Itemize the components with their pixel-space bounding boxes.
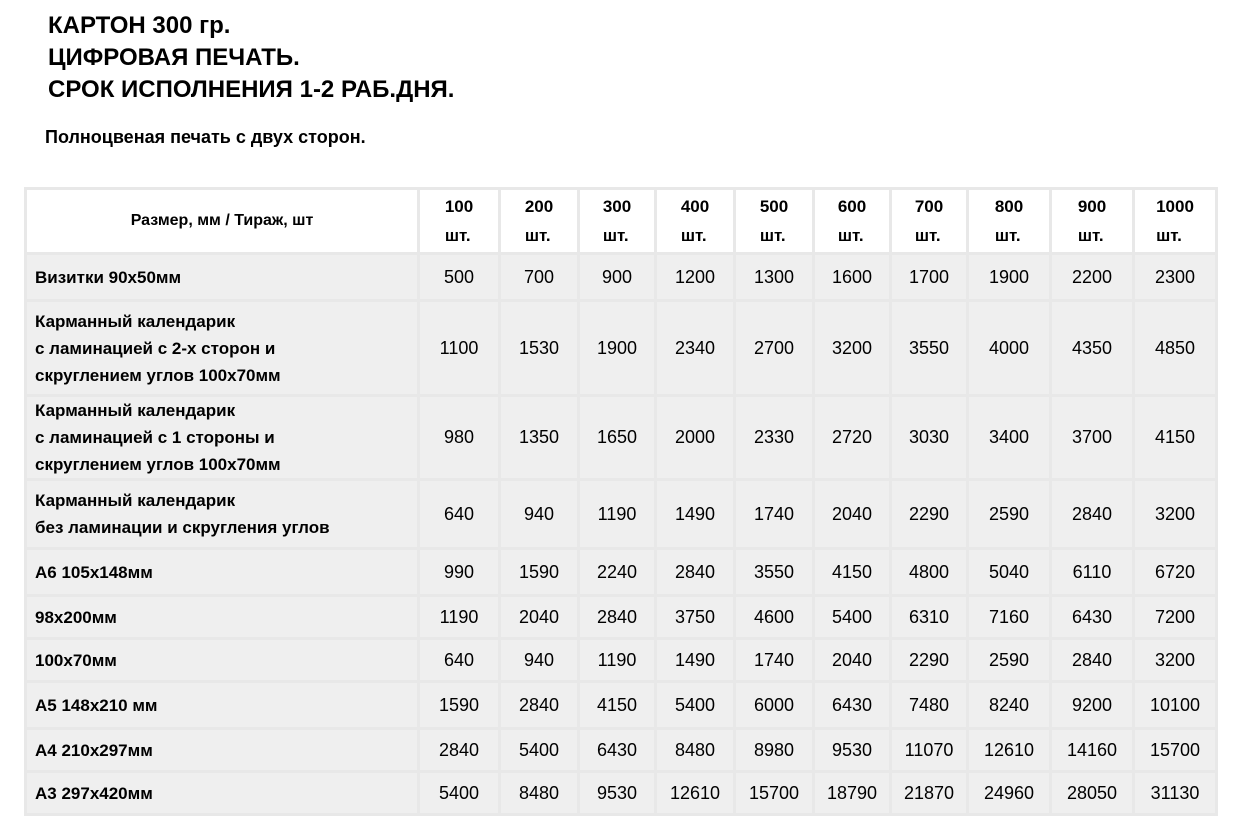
- price-cell: 2720: [815, 397, 889, 478]
- qty-header: [969, 190, 1049, 252]
- qty-header: [892, 190, 966, 252]
- table-row: [27, 683, 1215, 727]
- qty-unit: шт.: [602, 226, 629, 245]
- qty-label: [760, 192, 788, 250]
- qty-label: [915, 192, 943, 250]
- qty-unit: шт.: [994, 226, 1021, 245]
- product-name-line: 98х200мм: [35, 607, 117, 627]
- product-name-line: с ламинацией с 1 стороны и: [35, 428, 275, 447]
- price-cell: 700: [501, 255, 577, 299]
- price-cell: 640: [420, 481, 498, 547]
- qty-number: 100: [444, 197, 474, 216]
- qty-label: [445, 192, 473, 250]
- qty-unit: шт.: [680, 226, 707, 245]
- price-cell: 8240: [969, 683, 1049, 727]
- product-name-line: 100х70мм: [35, 650, 117, 670]
- price-cell: 8480: [657, 730, 733, 770]
- price-cell: 12610: [657, 773, 733, 813]
- page-title: [48, 10, 454, 106]
- price-cell: 1590: [501, 550, 577, 594]
- qty-number: 800: [994, 197, 1024, 216]
- price-cell: 2000: [657, 397, 733, 478]
- price-cell: 500: [420, 255, 498, 299]
- price-cell: 1740: [736, 481, 812, 547]
- price-cell: 3550: [892, 302, 966, 394]
- price-cell: 940: [501, 481, 577, 547]
- price-cell: 4350: [1052, 302, 1132, 394]
- price-cell: 6430: [815, 683, 889, 727]
- price-cell: 2840: [580, 597, 654, 637]
- price-cell: 1190: [420, 597, 498, 637]
- price-cell: 6000: [736, 683, 812, 727]
- product-name-line: без ламинации и скругления углов: [35, 518, 330, 537]
- price-cell: 1900: [969, 255, 1049, 299]
- product-name: [27, 481, 417, 547]
- price-cell: 8980: [736, 730, 812, 770]
- price-cell: 5400: [420, 773, 498, 813]
- product-name: [27, 683, 417, 727]
- price-cell: 1590: [420, 683, 498, 727]
- price-cell: 28050: [1052, 773, 1132, 813]
- qty-label: [995, 192, 1023, 250]
- price-cell: 6430: [1052, 597, 1132, 637]
- price-cell: 4000: [969, 302, 1049, 394]
- product-name: [27, 640, 417, 680]
- product-name: [27, 730, 417, 770]
- product-name-line: скруглением углов 100х70мм: [35, 455, 281, 474]
- qty-header: [580, 190, 654, 252]
- title-line-3: СРОК ИСПОЛНЕНИЯ 1-2 РАБ.ДНЯ.: [48, 76, 455, 103]
- price-cell: 940: [501, 640, 577, 680]
- qty-number: 500: [759, 197, 789, 216]
- price-cell: 3750: [657, 597, 733, 637]
- product-name-line: Визитки 90х50мм: [35, 267, 182, 287]
- price-cell: 6310: [892, 597, 966, 637]
- corner-label: Размер, мм / Тираж, шт: [27, 190, 417, 252]
- price-cell: 2240: [580, 550, 654, 594]
- price-cell: 640: [420, 640, 498, 680]
- product-name-line: А5 148х210 мм: [35, 695, 158, 715]
- price-cell: 3200: [1135, 481, 1215, 547]
- product-name-line: А3 297х420мм: [35, 783, 153, 803]
- price-cell: 2590: [969, 481, 1049, 547]
- qty-unit: шт.: [524, 226, 551, 245]
- price-cell: 990: [420, 550, 498, 594]
- qty-label: [838, 192, 866, 250]
- qty-label: [1156, 192, 1194, 250]
- product-name: [27, 255, 417, 299]
- table-body: [27, 255, 1215, 813]
- price-cell: 1190: [580, 640, 654, 680]
- price-cell: 1190: [580, 481, 654, 547]
- price-cell: 6110: [1052, 550, 1132, 594]
- qty-unit: шт.: [914, 226, 941, 245]
- price-cell: 2590: [969, 640, 1049, 680]
- price-cell: 4150: [1135, 397, 1215, 478]
- product-name: [27, 302, 417, 394]
- price-cell: 1600: [815, 255, 889, 299]
- price-cell: 4800: [892, 550, 966, 594]
- product-name-line: скруглением углов 100х70мм: [35, 365, 281, 385]
- price-cell: 1300: [736, 255, 812, 299]
- price-cell: 3550: [736, 550, 812, 594]
- qty-unit: шт.: [1156, 226, 1182, 245]
- qty-header: [657, 190, 733, 252]
- price-cell: 2840: [1052, 640, 1132, 680]
- price-cell: 2040: [501, 597, 577, 637]
- qty-label: [1078, 192, 1106, 250]
- qty-number: 400: [680, 197, 710, 216]
- header-row: [27, 190, 1215, 252]
- price-cell: 10100: [1135, 683, 1215, 727]
- product-name: [27, 550, 417, 594]
- qty-label: [681, 192, 709, 250]
- qty-unit: шт.: [759, 226, 786, 245]
- price-cell: 18790: [815, 773, 889, 813]
- product-name-line: А4 210х297мм: [35, 740, 153, 760]
- qty-header: [1135, 190, 1215, 252]
- price-cell: 3700: [1052, 397, 1132, 478]
- price-cell: 5400: [501, 730, 577, 770]
- price-cell: 2840: [420, 730, 498, 770]
- qty-header: [1052, 190, 1132, 252]
- price-cell: 7480: [892, 683, 966, 727]
- price-cell: 2300: [1135, 255, 1215, 299]
- price-cell: 1650: [580, 397, 654, 478]
- price-cell: 3200: [815, 302, 889, 394]
- price-cell: 3030: [892, 397, 966, 478]
- price-cell: 1350: [501, 397, 577, 478]
- price-cell: 2840: [1052, 481, 1132, 547]
- price-cell: 2290: [892, 640, 966, 680]
- qty-header: [736, 190, 812, 252]
- price-cell: 4150: [815, 550, 889, 594]
- table-row: [27, 640, 1215, 680]
- price-cell: 14160: [1052, 730, 1132, 770]
- price-cell: 7200: [1135, 597, 1215, 637]
- price-cell: 24960: [969, 773, 1049, 813]
- price-cell: 2840: [501, 683, 577, 727]
- price-cell: 21870: [892, 773, 966, 813]
- price-cell: 2700: [736, 302, 812, 394]
- price-cell: 2340: [657, 302, 733, 394]
- table-row: [27, 302, 1215, 394]
- table-row: [27, 255, 1215, 299]
- price-cell: 3400: [969, 397, 1049, 478]
- price-cell: 2040: [815, 640, 889, 680]
- price-cell: 31130: [1135, 773, 1215, 813]
- product-name-line: с ламинацией с 2-х сторон и: [35, 338, 276, 358]
- qty-number: 700: [914, 197, 944, 216]
- table-row: [27, 397, 1215, 478]
- qty-unit: шт.: [1077, 226, 1104, 245]
- price-cell: 900: [580, 255, 654, 299]
- price-cell: 2290: [892, 481, 966, 547]
- price-cell: 4600: [736, 597, 812, 637]
- price-cell: 1900: [580, 302, 654, 394]
- price-cell: 1740: [736, 640, 812, 680]
- price-cell: 5400: [815, 597, 889, 637]
- price-cell: 4850: [1135, 302, 1215, 394]
- price-cell: 1490: [657, 640, 733, 680]
- price-cell: 7160: [969, 597, 1049, 637]
- price-cell: 1100: [420, 302, 498, 394]
- qty-number: 200: [524, 197, 554, 216]
- price-cell: 3200: [1135, 640, 1215, 680]
- price-cell: 5400: [657, 683, 733, 727]
- product-name-line: Карманный календарик: [35, 491, 236, 510]
- qty-number: 1000: [1156, 197, 1194, 216]
- price-cell: 2040: [815, 481, 889, 547]
- product-name: [27, 773, 417, 813]
- price-cell: 2840: [657, 550, 733, 594]
- qty-number: 300: [602, 197, 632, 216]
- qty-label: [525, 192, 553, 250]
- qty-unit: шт.: [444, 226, 471, 245]
- table-row: [27, 773, 1215, 813]
- product-name: [27, 597, 417, 637]
- product-name: [27, 397, 417, 478]
- price-cell: 8480: [501, 773, 577, 813]
- product-name-line: Карманный календарик: [35, 311, 236, 331]
- price-table: [24, 187, 1218, 816]
- price-cell: 2330: [736, 397, 812, 478]
- price-cell: 6720: [1135, 550, 1215, 594]
- price-cell: 15700: [1135, 730, 1215, 770]
- qty-unit: шт.: [837, 226, 864, 245]
- price-cell: 6430: [580, 730, 654, 770]
- qty-header: [420, 190, 498, 252]
- table-row: [27, 597, 1215, 637]
- price-cell: 15700: [736, 773, 812, 813]
- product-name-line: Карманный календарик: [35, 401, 236, 420]
- price-cell: 9530: [815, 730, 889, 770]
- price-cell: 5040: [969, 550, 1049, 594]
- price-cell: 9200: [1052, 683, 1132, 727]
- subtitle: Полноцвеная печать с двух сторон.: [45, 127, 366, 147]
- table-row: [27, 550, 1215, 594]
- qty-number: 600: [837, 197, 867, 216]
- price-cell: 11070: [892, 730, 966, 770]
- price-cell: 1530: [501, 302, 577, 394]
- price-cell: 4150: [580, 683, 654, 727]
- table-row: [27, 730, 1215, 770]
- product-name-line: А6 105х148мм: [35, 562, 153, 582]
- price-cell: 9530: [580, 773, 654, 813]
- title-line-2: ЦИФРОВАЯ ПЕЧАТЬ.: [48, 44, 300, 71]
- price-cell: 1700: [892, 255, 966, 299]
- qty-header: [501, 190, 577, 252]
- qty-header: [815, 190, 889, 252]
- price-cell: 2200: [1052, 255, 1132, 299]
- table-row: [27, 481, 1215, 547]
- price-cell: 1200: [657, 255, 733, 299]
- price-cell: 980: [420, 397, 498, 478]
- price-cell: 1490: [657, 481, 733, 547]
- title-line-1: КАРТОН 300 гр.: [48, 12, 231, 39]
- qty-number: 900: [1077, 197, 1107, 216]
- qty-label: [603, 192, 631, 250]
- price-cell: 12610: [969, 730, 1049, 770]
